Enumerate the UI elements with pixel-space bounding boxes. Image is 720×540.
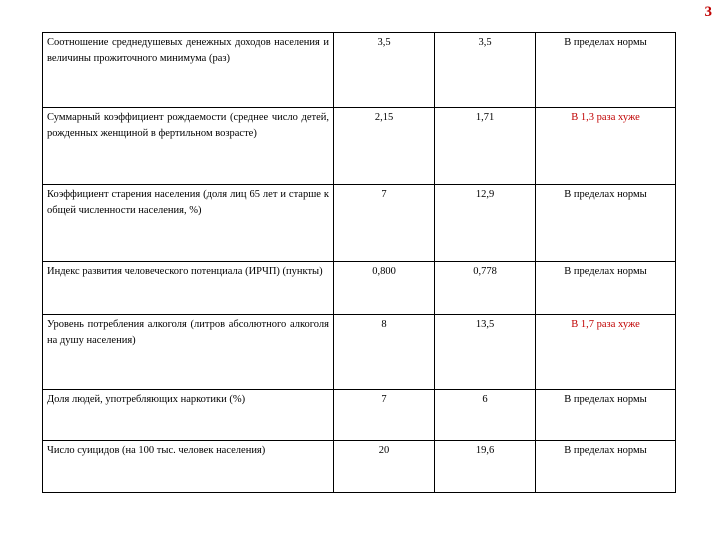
status-cell: В пределах нормы bbox=[536, 390, 676, 441]
actual-value: 19,6 bbox=[435, 441, 536, 493]
indicator-name: Суммарный коэффициент рождаемости (среднее число детей, рожденных женщиной в фертильном возрасте) bbox=[43, 108, 334, 185]
status-cell: В пределах нормы bbox=[536, 33, 676, 108]
indicator-name: Соотношение среднедушевых денежных доходов населения и величины прожиточного минимума (раз) bbox=[43, 33, 334, 108]
threshold-value: 2,15 bbox=[334, 108, 435, 185]
status-cell: В пределах нормы bbox=[536, 441, 676, 493]
status-cell: В пределах нормы bbox=[536, 185, 676, 262]
threshold-value: 3,5 bbox=[334, 33, 435, 108]
threshold-value: 7 bbox=[334, 185, 435, 262]
actual-value: 1,71 bbox=[435, 108, 536, 185]
table-row bbox=[43, 185, 676, 262]
actual-value: 12,9 bbox=[435, 185, 536, 262]
threshold-value: 20 bbox=[334, 441, 435, 493]
status-cell: В 1,7 раза хуже bbox=[536, 315, 676, 390]
page-number: 3 bbox=[704, 4, 712, 20]
status-cell: В 1,3 раза хуже bbox=[536, 108, 676, 185]
threshold-value: 0,800 bbox=[334, 262, 435, 315]
indicator-name: Уровень потребления алкоголя (литров абсолютного алкоголя на душу населения) bbox=[43, 315, 334, 390]
actual-value: 0,778 bbox=[435, 262, 536, 315]
table-row bbox=[43, 262, 676, 315]
indicator-name: Индекс развития человеческого потенциала (ИРЧП) (пункты) bbox=[43, 262, 334, 315]
table-row bbox=[43, 390, 676, 441]
status-cell: В пределах нормы bbox=[536, 262, 676, 315]
threshold-value: 7 bbox=[334, 390, 435, 441]
table-row bbox=[43, 33, 676, 108]
indicators-table bbox=[42, 32, 676, 493]
table-row bbox=[43, 441, 676, 493]
table-row bbox=[43, 108, 676, 185]
actual-value: 3,5 bbox=[435, 33, 536, 108]
table-row bbox=[43, 315, 676, 390]
indicator-name: Коэффициент старения населения (доля лиц 65 лет и старше к общей численности населения, %) bbox=[43, 185, 334, 262]
threshold-value: 8 bbox=[334, 315, 435, 390]
indicator-name: Доля людей, употребляющих наркотики (%) bbox=[43, 390, 334, 441]
actual-value: 6 bbox=[435, 390, 536, 441]
actual-value: 13,5 bbox=[435, 315, 536, 390]
indicator-name: Число суицидов (на 100 тыс. человек населения) bbox=[43, 441, 334, 493]
